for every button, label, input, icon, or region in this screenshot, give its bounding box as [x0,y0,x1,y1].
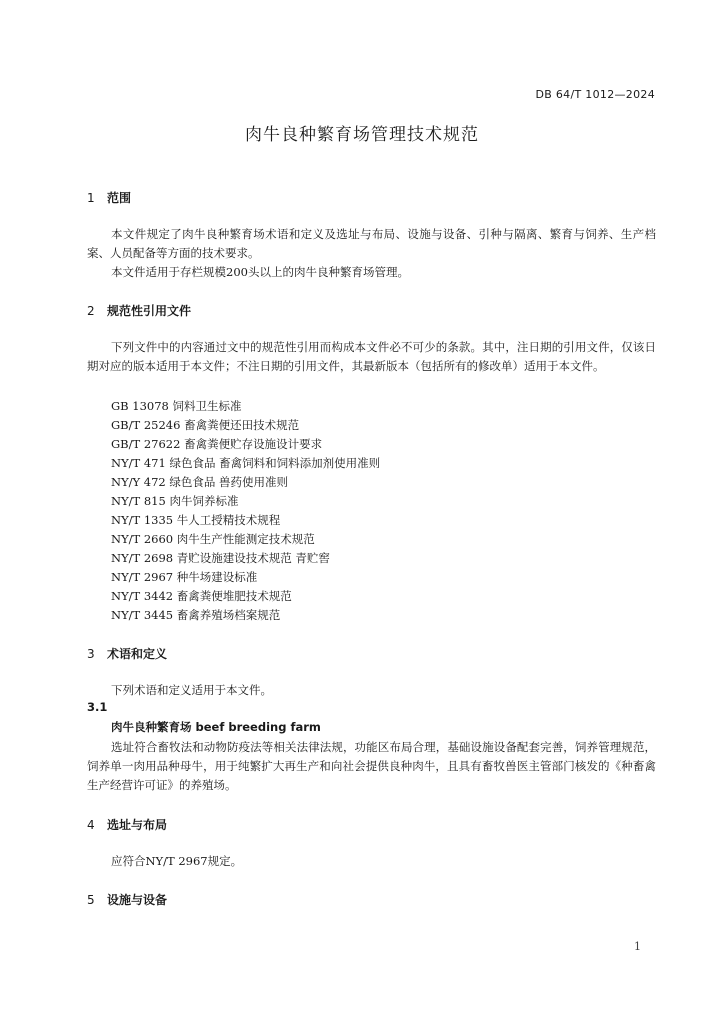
term-title: 肉牛良种繁育场 beef breeding farm [111,720,321,734]
section-4-heading [87,816,167,833]
reference-item: NY/T 2698 青贮设施建设技术规范 青贮窖 [111,551,330,565]
reference-item: GB 13078 饲料卫生标准 [111,399,242,413]
section-title: 术语和定义 [107,647,168,661]
section-3-paragraph-1: 下列术语和定义适用于本文件。 [111,683,272,697]
section-1-paragraph-1: 本文件规定了肉牛良种繁育场术语和定义及选址与布局、设施与设备、引种与隔离、繁育与饲养、生产档案、人员配备等方面的技术要求。 [87,227,656,260]
reference-item: NY/T 2660 肉牛生产性能测定技术规范 [111,532,315,546]
section-5-heading [87,891,167,908]
reference-item: NY/T 3442 畜禽粪便堆肥技术规范 [111,589,292,603]
section-number: 2 [87,304,95,318]
page-number: 1 [634,940,641,953]
section-2-paragraph-1: 下列文件中的内容通过文中的规范性引用而构成本文件必不可少的条款。其中，注日期的引用文件，仅该日期对应的版本适用于本文件；不注日期的引用文件，其最新版本（包括所有的修改单）适用于本文件。 [87,340,656,373]
term-number: 3.1 [87,700,108,714]
doc-code: DB 64/T 1012—2024 [535,88,655,101]
section-number: 5 [87,893,95,907]
term-definition: 选址符合畜牧法和动物防疫法等相关法律法规，功能区布局合理，基础设施设备配套完善，饲养管理规范，饲养单一肉用品种母牛，用于纯繁扩大再生产和向社会提供良种肉牛，且具有畜牧兽医主管部门核发的《种畜禽生产经营许可证》的养殖场。 [87,740,656,792]
reference-item: NY/T 1335 牛人工授精技术规程 [111,513,281,527]
reference-item: NY/T 471 绿色食品 畜禽饲料和饲料添加剂使用准则 [111,456,381,470]
section-title: 选址与布局 [107,818,168,832]
reference-item: NY/Y 472 绿色食品 兽药使用准则 [111,475,289,489]
section-title: 范围 [107,191,132,205]
section-number: 3 [87,647,95,661]
section-4-paragraph-1: 应符合NY/T 2967规定。 [111,854,243,868]
section-title: 规范性引用文件 [107,304,192,318]
section-2-heading [87,302,191,319]
section-number: 4 [87,818,95,832]
page-title: 肉牛良种繁育场管理技术规范 [245,125,479,145]
reference-item: NY/T 815 肉牛饲养标准 [111,494,239,508]
section-title: 设施与设备 [107,893,168,907]
section-number: 1 [87,191,95,205]
reference-item: NY/T 2967 种牛场建设标准 [111,570,258,584]
reference-item: NY/T 3445 畜禽养殖场档案规范 [111,608,281,622]
reference-item: GB/T 25246 畜禽粪便还田技术规范 [111,418,300,432]
section-1-heading [87,189,131,206]
reference-item: GB/T 27622 畜禽粪便贮存设施设计要求 [111,437,323,451]
section-1-paragraph-2: 本文件适用于存栏规模200头以上的肉牛良种繁育场管理。 [111,265,409,279]
section-3-heading [87,645,167,662]
